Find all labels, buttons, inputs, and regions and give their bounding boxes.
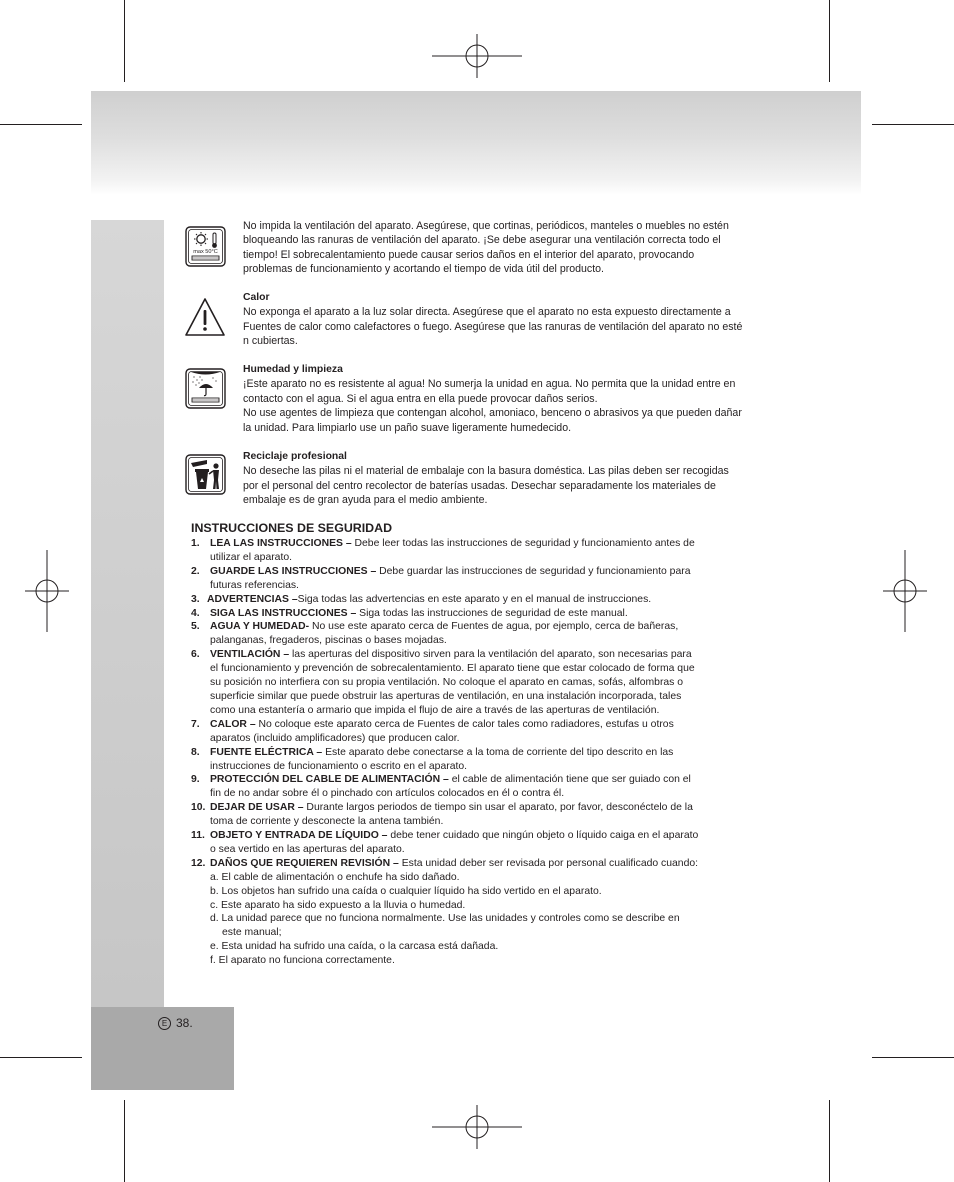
item-heading: FUENTE ELÉCTRICA – bbox=[210, 746, 323, 758]
notice-heading: Humedad y limpieza bbox=[243, 364, 343, 375]
header-band bbox=[91, 91, 861, 195]
item-text: Debe guardar las instrucciones de seguridad y funcionamiento para bbox=[376, 565, 691, 577]
item-continuation: como una estantería o armario que impida el flujo de aire a través de las aperturas de ventilación. bbox=[210, 704, 660, 716]
recycle-bin-icon bbox=[185, 454, 226, 495]
item-continuation: utilizar el aparato. bbox=[210, 551, 293, 563]
crop-mark bbox=[829, 1100, 830, 1182]
item-heading: VENTILACIÓN – bbox=[210, 649, 290, 661]
item-heading: OBJETO Y ENTRADA DE LÍQUIDO – bbox=[210, 830, 388, 842]
safety-instructions-list bbox=[191, 537, 761, 968]
item-text: Siga todas las advertencias en este aparato y en el manual de instrucciones. bbox=[297, 593, 652, 605]
item-continuation: su posición no interfiera con su propia ventilación. No coloque el aparato en camas, sofás, alfombras o bbox=[210, 677, 684, 689]
notice-line: bloqueando las ranuras de ventilación del aparato. ¡Se debe asegurar una ventilación correcta todo el bbox=[243, 234, 721, 247]
registration-mark-icon bbox=[883, 550, 927, 632]
item-number: 3. bbox=[191, 593, 200, 605]
page-number-text: 38. bbox=[176, 1016, 193, 1030]
crop-mark bbox=[829, 0, 830, 82]
notice-line: la unidad. Para limpiarlo use un paño suave ligeramente humedecido. bbox=[243, 421, 572, 434]
icon-max-temperature-label: max 50°C bbox=[193, 249, 218, 255]
item-continuation: aparatos (incluido amplificadores) que producen calor. bbox=[210, 732, 460, 744]
item-number: 11. bbox=[191, 830, 205, 842]
item-continuation: futuras referencias. bbox=[210, 579, 299, 591]
item-text: Este aparato debe conectarse a la toma de corriente del tipo descrito en las bbox=[322, 746, 674, 758]
item-text: No use este aparato cerca de Fuentes de agua, por ejemplo, cerca de bañeras, bbox=[309, 621, 679, 633]
item-number: 10. bbox=[191, 802, 206, 814]
list-item bbox=[191, 801, 761, 815]
list-item bbox=[191, 746, 761, 760]
item-text: No coloque este aparato cerca de Fuentes de calor tales como radiadores, estufas u otros bbox=[255, 718, 674, 730]
notice-line: n cubiertas. bbox=[243, 335, 298, 348]
item-number: 2. bbox=[191, 565, 200, 577]
list-item bbox=[191, 857, 761, 871]
item-number: 5. bbox=[191, 621, 200, 633]
notice-line: problemas de funcionamiento y acortando el tiempo de vida útil del producto. bbox=[243, 263, 604, 276]
item-heading: CALOR – bbox=[210, 718, 256, 730]
item-heading: ADVERTENCIAS – bbox=[207, 593, 298, 605]
notice-line: embalaje es de gran ayuda para el medio ambiente. bbox=[243, 494, 488, 507]
item-number: 8. bbox=[191, 746, 200, 758]
sub-item: e. Esta unidad ha sufrido una caída, o la carcasa está dañada. bbox=[210, 941, 499, 953]
notice-line: No exponga el aparato a la luz solar directa. Asegúrese que el aparato no esta expuesto directamente a bbox=[243, 306, 731, 319]
item-number: 9. bbox=[191, 774, 200, 786]
list-item bbox=[191, 607, 761, 621]
notice-line: No impida la ventilación del aparato. Asegúrese, que cortinas, periódicos, manteles o muebles no estén bbox=[243, 220, 729, 232]
item-continuation: palanganas, fregaderos, piscinas o bases mojadas. bbox=[210, 635, 447, 647]
item-continuation: superficie similar que puede obstruir las aperturas de ventilación, en una instalación incorporada, tales bbox=[210, 690, 682, 702]
list-item bbox=[191, 773, 761, 787]
crop-mark bbox=[124, 1100, 125, 1182]
item-heading: LEA LAS INSTRUCCIONES – bbox=[210, 538, 352, 549]
item-number: 1. bbox=[191, 538, 200, 549]
item-number: 12. bbox=[191, 857, 206, 869]
warning-triangle-icon bbox=[183, 296, 227, 338]
item-heading: DAÑOS QUE REQUIEREN REVISIÓN – bbox=[210, 857, 399, 869]
item-continuation: o sea vertido en las aperturas del aparato. bbox=[210, 843, 405, 855]
notice-heading: Reciclaje profesional bbox=[243, 451, 347, 462]
item-text: Siga todas las instrucciones de seguridad de este manual. bbox=[356, 607, 628, 619]
page-number bbox=[158, 1016, 193, 1030]
notice-line: contacto con el agua. Si el agua entra en ella puede provocar daños serios. bbox=[243, 392, 598, 405]
list-item bbox=[191, 537, 761, 551]
crop-mark bbox=[872, 1057, 954, 1058]
left-sidebar-bar bbox=[91, 220, 164, 1007]
section-title: INSTRUCCIONES DE SEGURIDAD bbox=[191, 521, 393, 535]
item-continuation: fin de no andar sobre él o pinchado con artículos colocados en él o contra él. bbox=[210, 788, 565, 800]
ventilation-notice bbox=[243, 219, 791, 277]
heat-notice bbox=[243, 291, 791, 349]
notice-line: ¡Este aparato no es resistente al agua! No sumerja la unidad en agua. No permita que la unidad entre en bbox=[243, 378, 736, 391]
list-item bbox=[191, 593, 761, 607]
item-text: las aperturas del dispositivo sirven para la ventilación del aparato, son necesarias para bbox=[289, 649, 692, 661]
sub-item: b. Los objetos han sufrido una caída o cualquier líquido ha sido vertido en el aparato. bbox=[210, 885, 602, 897]
item-heading: PROTECCIÓN DEL CABLE DE ALIMENTACIÓN – bbox=[210, 774, 449, 786]
item-continuation: el funcionamiento y prevención de sobrecalentamiento. El aparato tiene que estar colocado de forma que bbox=[210, 663, 695, 675]
sub-item: f. El aparato no funciona correctamente. bbox=[210, 955, 395, 967]
item-heading: AGUA Y HUMEDAD- bbox=[210, 621, 310, 633]
list-item bbox=[191, 648, 761, 662]
sub-item: a. El cable de alimentación o enchufe ha sido dañado. bbox=[210, 871, 460, 883]
notice-line: Fuentes de calor como calefactores o fuego. Asegúrese que las ranuras de ventilación del aparato no esté bbox=[243, 320, 743, 333]
crop-mark bbox=[0, 124, 82, 125]
notice-line: por el personal del centro recolector de baterías usadas. Desechar separadamente los materiales de bbox=[243, 479, 716, 492]
notice-line: No deseche las pilas ni el material de embalaje con la basura doméstica. Las pilas deben ser recogidas bbox=[243, 465, 729, 478]
notice-heading: Calor bbox=[243, 292, 270, 303]
notice-line: tiempo! El sobrecalentamiento puede causar serios daños en el interior del aparato, provocando bbox=[243, 248, 695, 261]
registration-mark-icon bbox=[432, 1105, 522, 1149]
umbrella-rain-icon bbox=[185, 368, 226, 409]
language-badge: E bbox=[158, 1017, 171, 1030]
list-item bbox=[191, 829, 761, 843]
item-number: 6. bbox=[191, 649, 200, 661]
list-item bbox=[191, 565, 761, 579]
sub-item-continuation: este manual; bbox=[222, 927, 282, 939]
item-continuation: instrucciones de funcionamiento o escrito en el aparato. bbox=[210, 760, 468, 772]
crop-mark bbox=[124, 0, 125, 82]
registration-mark-icon bbox=[432, 34, 522, 78]
item-heading: SIGA LAS INSTRUCCIONES – bbox=[210, 607, 357, 619]
item-continuation: toma de corriente y desconecte la antena también. bbox=[210, 816, 444, 828]
humidity-notice bbox=[243, 363, 791, 435]
sub-item: d. La unidad parece que no funciona normalmente. Use las unidades y controles como se describe en bbox=[210, 913, 680, 925]
crop-mark bbox=[0, 1057, 82, 1058]
registration-mark-icon bbox=[25, 550, 69, 632]
item-text: el cable de alimentación tiene que ser guiado con el bbox=[448, 774, 691, 786]
item-text: Esta unidad deber ser revisada por personal cualificado cuando: bbox=[398, 857, 699, 869]
item-number: 4. bbox=[191, 607, 200, 619]
crop-mark bbox=[872, 124, 954, 125]
recycling-notice bbox=[243, 450, 791, 508]
item-heading: GUARDE LAS INSTRUCCIONES – bbox=[210, 565, 377, 577]
item-number: 7. bbox=[191, 718, 200, 730]
list-item bbox=[191, 718, 761, 732]
item-heading: DEJAR DE USAR – bbox=[210, 802, 304, 814]
item-text: Durante largos periodos de tiempo sin usar el aparato, por favor, desconéctelo de la bbox=[303, 802, 693, 814]
item-text: debe tener cuidado que ningún objeto o líquido caiga en el aparato bbox=[387, 830, 699, 842]
list-item bbox=[191, 620, 761, 634]
notice-line: No use agentes de limpieza que contengan alcohol, amoniaco, benceno o abrasivos ya que pueden dañar bbox=[243, 407, 742, 420]
item-text: Debe leer todas las instrucciones de seguridad y funcionamiento antes de bbox=[351, 538, 695, 549]
thermometer-max-icon bbox=[185, 226, 226, 267]
sub-item: c. Este aparato ha sido expuesto a la lluvia o humedad. bbox=[210, 899, 466, 911]
